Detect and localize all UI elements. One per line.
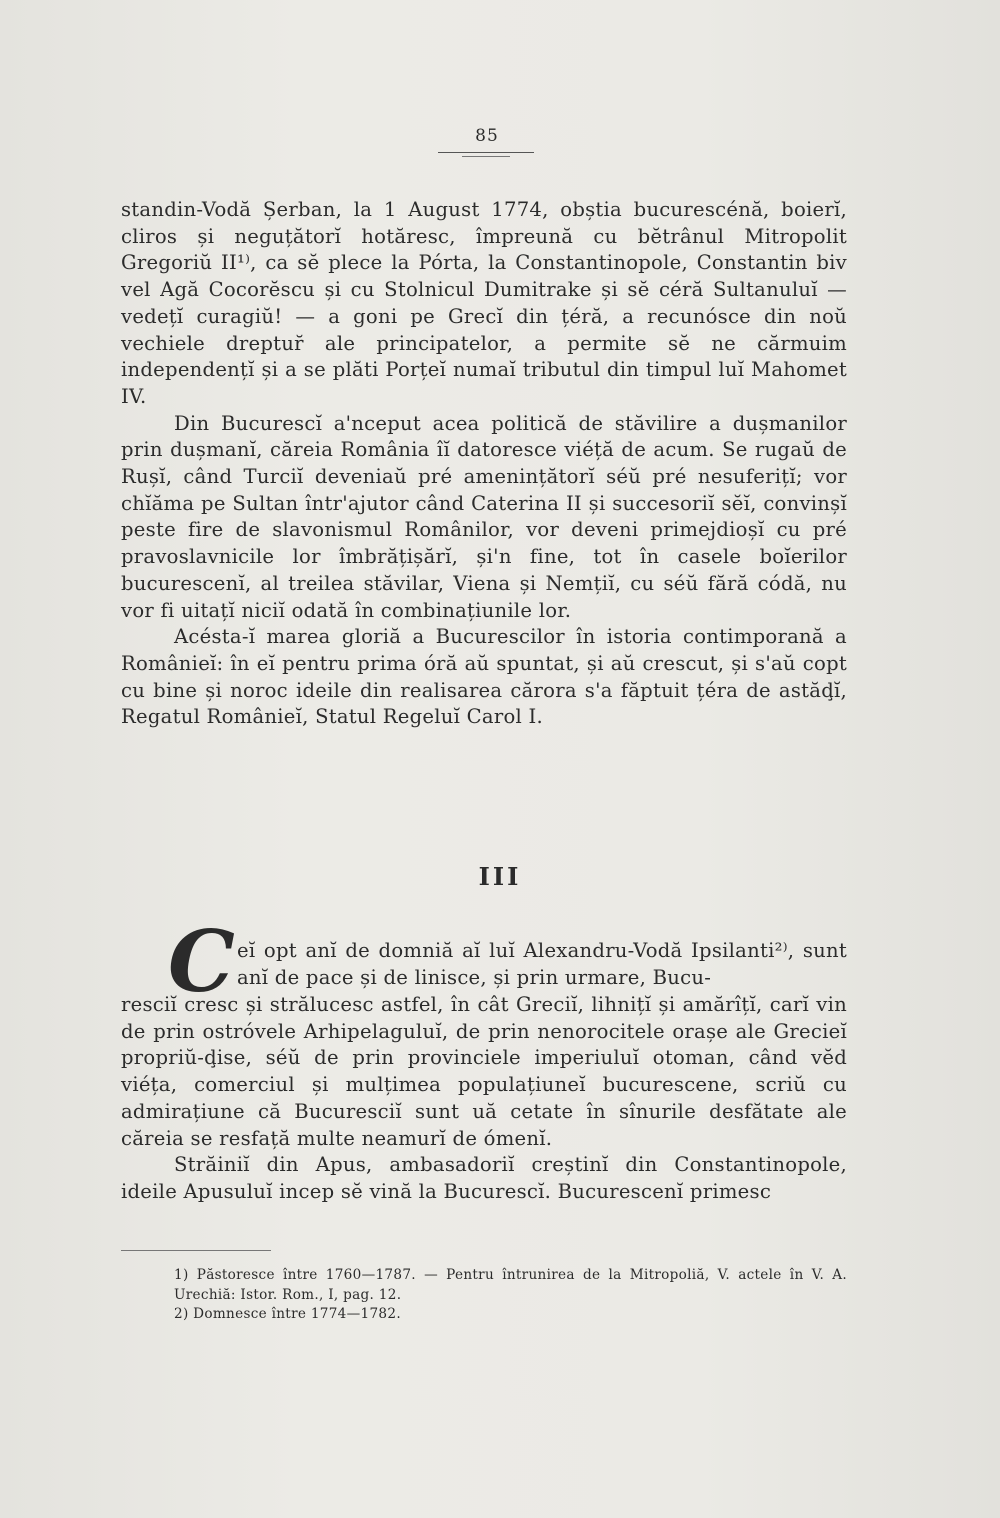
main-text-bottom [121, 992, 847, 1206]
footnote-rule [121, 1250, 271, 1251]
page-number: 85 [475, 126, 499, 146]
paragraph-2: Din Bucurescĭ a'nceput acea politică de stăvilire a dușmanilor prin dușmanĭ, căreia România îĭ datoresce viéță de acum. Se rugaŭ de Rușĭ, când Turciĭ deveniaŭ pré amenințătorĭ séŭ pré nesuferițĭ; vor chĭăma pe Sultan într'ajutor când Caterina II și succesoriĭ sĕĭ, convinșĭ peste fire de slavonismul Românilor, vor deveni primejdioșĭ cu pré pravoslavnicile lor îmbrățișărĭ, și'n fine, tot în casele boĭerilor bucurescenĭ, al treilea stăvilar, Viena și Nemțiĭ, cu séŭ fără códă, nu vor fi uitațĭ niciĭ odată în combinațiunile lor. [121, 411, 847, 622]
paragraph-1: standin-Vodă Șerban, la 1 August 1774, obștia bucurescénă, boierĭ, cliros și neguțătorĭ hotăresc, împreună cu bĕtrânul Mitropolit Gregoriŭ II¹⁾, ca sĕ plece la Pórta, la Constantinopole, Constantin biv vel Agă Cocorĕscu și cu Stolnicul Dumitrake și sĕ céră Sultanuluĭ — vedețĭ curagiŭ! — a goni pe Grecĭ din țéră, a recunósce din noŭ vechiele dreptur̆ ale principatelor, a permite sĕ ne cărmuim independențĭ și a se plăti Porțeĭ numaĭ tributul din timpul luĭ Mahomet IV. [121, 198, 847, 408]
header-rule [438, 152, 534, 153]
footnote-2: 2) Domnesce între 1774—1782. [174, 1306, 401, 1322]
dropcap-paragraph-lead [237, 938, 847, 991]
paragraph-3: Acésta-ĭ marea gloriă a Bucurescilor în istoria contimporană a Românieĭ: în eĭ pentru prima óră aŭ spuntat, și aŭ crescut, și s'aŭ copt cu bine și noroc ideile din realisarea cărora s'a făptuit țéra de astăḑĭ, Regatul Românieĭ, Statul Regeluĭ Carol I. [121, 625, 847, 729]
paragraph-4-rest: resciĭ cresc și strălucesc astfel, în cât Greciĭ, lihnițĭ și amărîțĭ, carĭ vin de prin ostróvele Arhipelaguluĭ, de prin nenorocitele orașe ale Grecieĭ propriŭ-ḑise, séŭ de prin provinciele imperiuluĭ otoman, când vĕd viéța, comerciul și mulțimea populațiuneĭ bucurescene, scriŭ cu admirațiune că Bucuresciĭ sunt uă cetate în sînurile desfătate ale căreia se resfață multe neamurĭ de ómenĭ. [121, 993, 847, 1150]
drop-cap: C [168, 912, 235, 1011]
footnotes [121, 1266, 847, 1325]
footnote-1: 1) Păstoresce între 1760—1787. — Pentru întrunirea de la Mitropoliă, V. actele în V. A. Urechiă: Istor. Rom., I, pag. 12. [174, 1267, 847, 1303]
paragraph-4-lead: eĭ opt anĭ de domniă aĭ luĭ Alexandru-Vodă Ipsilanti²⁾, sunt anĭ de pace și de linisce, și prin urmare, Bucu- [237, 939, 847, 989]
paragraph-5: Străiniĭ din Apus, ambasadoriĭ creștinĭ din Constantinopole, ideile Apusuluĭ incep sĕ vină la Bucurescĭ. Bucurescenĭ primesc [121, 1153, 847, 1203]
main-text-top [121, 197, 847, 731]
section-heading: III [478, 862, 522, 891]
header-rule-short [462, 156, 510, 157]
